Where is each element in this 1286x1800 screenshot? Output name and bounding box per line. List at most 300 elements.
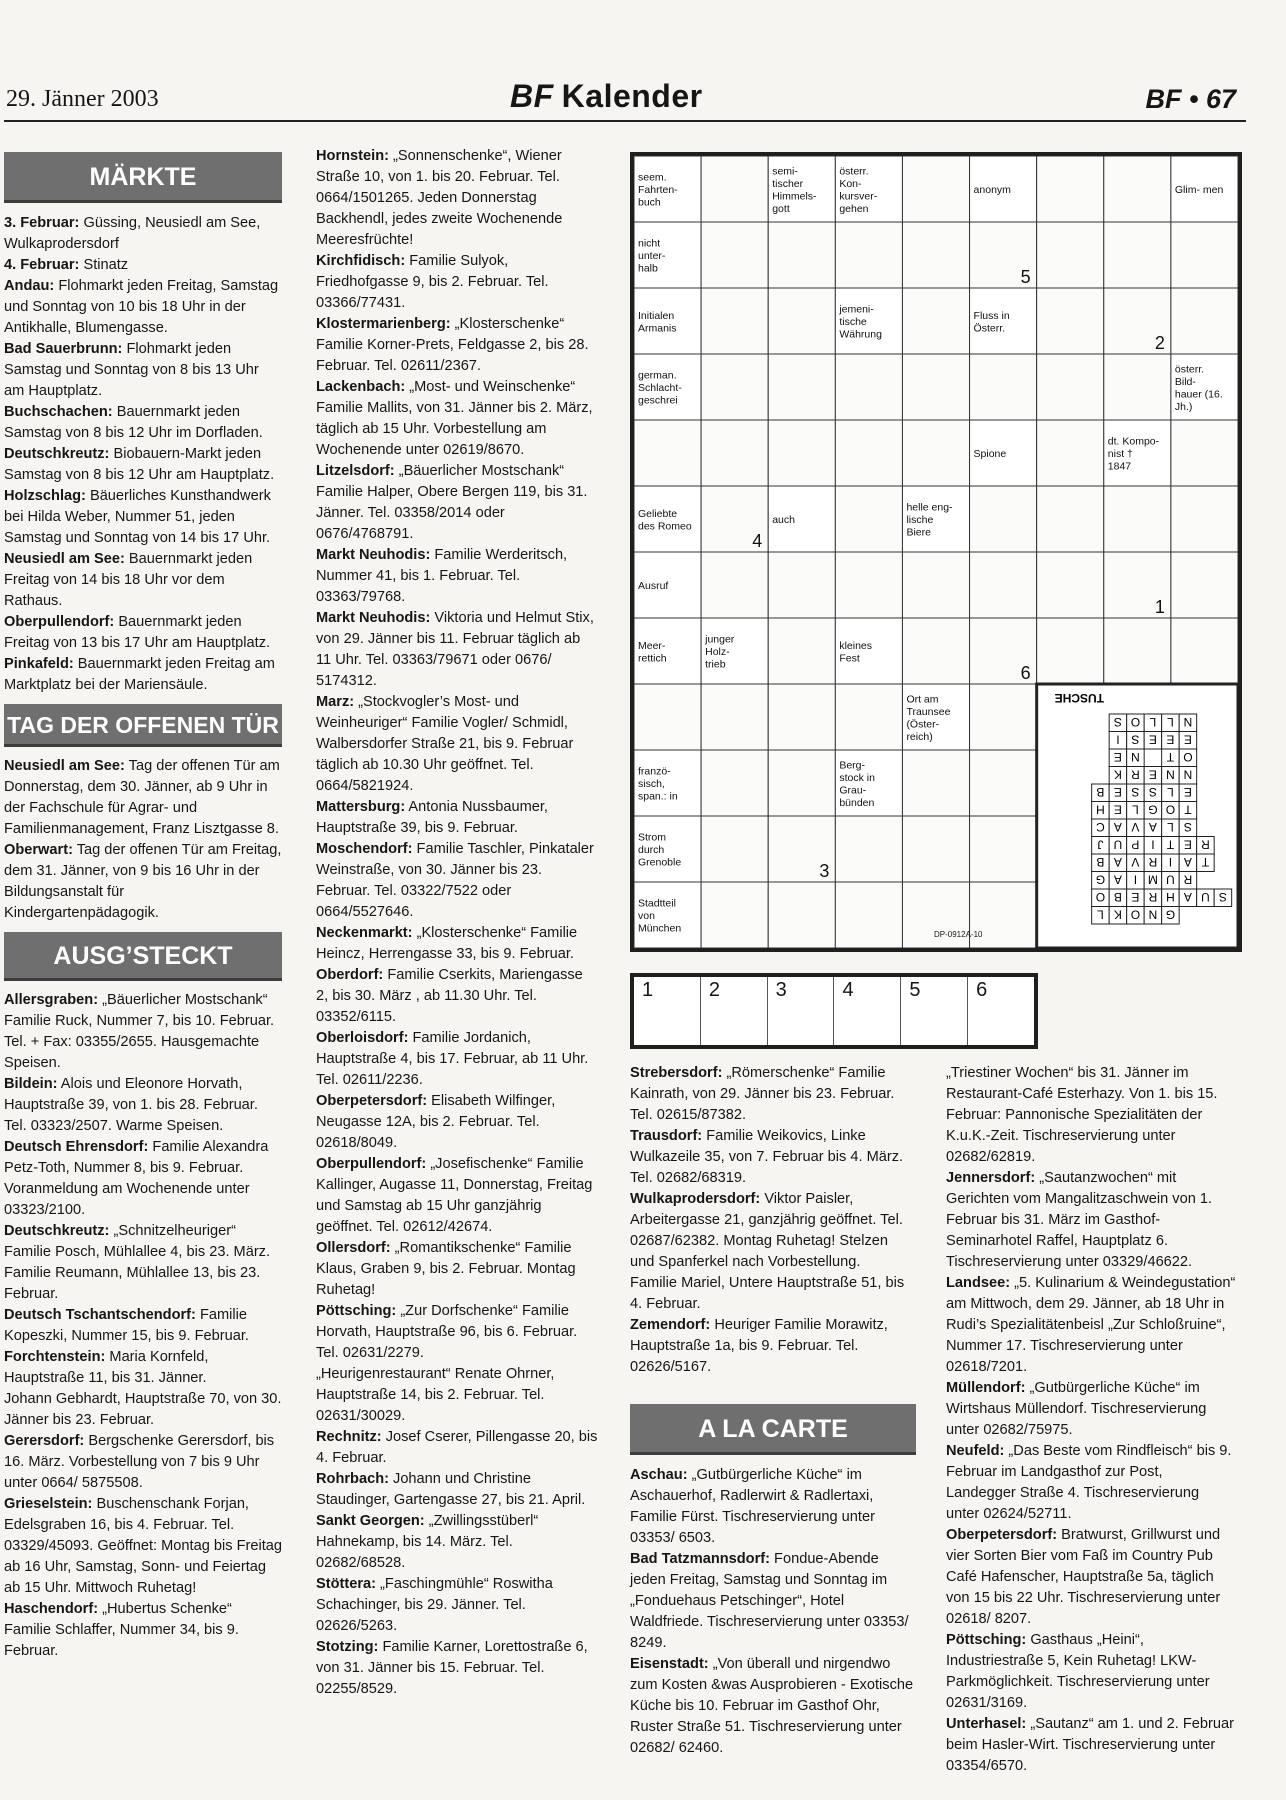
listing-place: Deutschkreutz: (4, 1223, 110, 1239)
listing-place: Holzschlag: (4, 488, 86, 504)
listing-place: Lackenbach: (316, 379, 406, 395)
crossword-cell (1171, 420, 1238, 486)
ausgsteckt-list (4, 990, 282, 1662)
crossword-number: 5 (1020, 267, 1031, 287)
listing-text: Familie Sulyok, Friedhofgasse 9, bis 2. Februar. Tel. 03366/77431. (316, 253, 549, 311)
listing-text: Bauernmarkt jeden Freitag am Marktplatz bei der Mariensäule. (4, 656, 275, 693)
crossword-cell (835, 816, 902, 882)
header-rule (4, 120, 1246, 122)
crossword-cell (1104, 156, 1171, 222)
crossword-number: 1 (1154, 597, 1165, 617)
listing-place: Zemendorf: (630, 1317, 711, 1333)
section-banner-a-la-carte: A LA CARTE (630, 1404, 916, 1455)
listing-place: Pöttsching: (316, 1303, 397, 1319)
listing-text: „Gutbürgerliche Küche“ im Aschauerhof, Radlerwirt & Radlertaxi, Familie Fürst. Tischreservierung unter 03353/ 6503. (630, 1467, 875, 1546)
listing-entry (946, 1525, 1236, 1630)
inset-letter: O (1183, 750, 1193, 764)
inset-letter: A (1113, 820, 1122, 834)
listing-text: „Faschingmühle“ Roswitha Schachinger, bis 29. Jänner. Tel. 02626/5263. (316, 1576, 553, 1634)
crossword-cell (634, 420, 701, 486)
inset-letter: N (1183, 715, 1193, 729)
inset-letter: G (1095, 872, 1106, 887)
crossword-cell (1037, 420, 1104, 486)
listing-text: Antonia Nussbaumer, Hauptstraße 39, bis 9. Februar. (316, 799, 548, 836)
listing-entry (316, 797, 598, 839)
listing-text: Alois und Eleonore Horvath, Hauptstraße 39, von 1. bis 28. Februar. Tel. 03323/2507. Warme Speisen. (4, 1076, 258, 1134)
listing-entry (316, 1511, 598, 1574)
listing-place: Bad Sauerbrunn: (4, 341, 123, 357)
inset-letter: S (1131, 732, 1140, 747)
listing-entry (4, 1137, 282, 1221)
inset-letter: E (1166, 732, 1175, 747)
crossword-cell (701, 816, 768, 882)
crossword-code: DP-0912A-10 (934, 930, 983, 939)
listing-place: Bildein: (4, 1076, 58, 1092)
listing-place: Aschau: (630, 1467, 688, 1483)
listing-entry (4, 840, 282, 924)
listing-text: Tag der offenen Tür am Donnerstag, dem 30. Jänner, ab 9 Uhr in der Fachschule für Agrar- und Familienmanagement, Franz Lisztgasse 8. (4, 758, 280, 837)
listing-place: Bad Tatzmannsdorf: (630, 1551, 770, 1567)
crossword-cell (701, 684, 768, 750)
solution-cell[interactable]: 5 (901, 977, 968, 1045)
inset-letter: L (1167, 785, 1174, 799)
listing-place: Müllendorf: (946, 1380, 1026, 1396)
listing-place: Wulkaprodersdorf: (630, 1191, 761, 1207)
listing-place: Moschendorf: (316, 841, 413, 857)
listing-entry (4, 1263, 282, 1305)
listing-place: Haschendorf: (4, 1601, 99, 1617)
listing-text: Familie Kopeszki, Nummer 15, bis 9. Februar. (4, 1307, 249, 1344)
listing-text: „Bäuerlicher Mostschank“ Familie Halper, Obere Bergen 119, bis 31. Jänner. Tel. 03358/2014 oder 0676/4768791. (316, 463, 588, 542)
listing-place: Deutsch Tschantschendorf: (4, 1307, 196, 1323)
listing-place: 4. Februar: (4, 257, 80, 273)
crossword-cell (970, 684, 1037, 750)
crossword-cell (1037, 354, 1104, 420)
crossword-cell (768, 288, 835, 354)
listing-entry (946, 1441, 1236, 1525)
inset-letter: A (1113, 872, 1122, 887)
inset-letter: B (1113, 890, 1122, 904)
crossword-clue: franzö-sisch, span.: in (638, 765, 678, 803)
inset-letter: R (1131, 767, 1140, 782)
listing-entry (316, 1574, 598, 1637)
listing-entry (4, 1221, 282, 1263)
listing-text: Bauernmarkt jeden Samstag von 8 bis 12 Uhr im Dorfladen. (4, 404, 263, 441)
listing-entry (316, 1469, 598, 1511)
inset-letter: E (1113, 750, 1122, 764)
listing-text: Flohmarkt jeden Freitag, Samstag und Sonntag von 10 bis 18 Uhr in der Antikhalle, Blumengasse. (4, 278, 279, 336)
listing-text: „Zur Dorfschenke“ Familie Horvath, Hauptstraße 96, bis 6. Februar. Tel. 02631/2279. (316, 1303, 578, 1361)
inset-letter: S (1218, 890, 1227, 904)
inset-letter: I (1151, 837, 1155, 852)
crossword-cell (1037, 222, 1104, 288)
listing-place: Sankt Georgen: (316, 1513, 425, 1529)
listing-entry (630, 1063, 916, 1126)
listing-place: Neufeld: (946, 1443, 1005, 1459)
listing-text: Stinatz (79, 257, 129, 273)
inset-letter: A (1113, 855, 1122, 869)
crossword-clue: österr. Bild-hauer (16. Jh.) (1174, 363, 1223, 413)
column-1 (4, 152, 282, 1662)
inset-letter: J (1097, 837, 1104, 852)
crossword-cell (1037, 156, 1104, 222)
listing-place: Marz: (316, 694, 355, 710)
listing-entry (946, 1063, 1236, 1168)
crossword-cell (768, 552, 835, 618)
crossword-cell (835, 222, 902, 288)
listing-text: „Most- und Weinschenke“ Familie Mallits, von 31. Jänner bis 2. März, täglich ab 15 Uhr. Vorbestellung am Wochenende unter 02619/8670. (316, 379, 593, 458)
inset-letter: B (1096, 855, 1105, 869)
crossword-clue: kleines Fest (839, 639, 873, 665)
crossword-cell (970, 486, 1037, 552)
crossword-clue: helle eng-lische Biere (906, 501, 953, 539)
listing-text: Gasthaus „Heini“, Industriestraße 5, Kein Ruhetag! LKW-Parkmöglichkeit. Tischreservierung unter 02631/3169. (946, 1632, 1210, 1711)
listing-text: Maria Kornfeld, Hauptstraße 11, bis 31. Jänner. (4, 1349, 209, 1386)
listing-text: Bauernmarkt jeden Freitag von 13 bis 17 Uhr am Hauptplatz. (4, 614, 271, 651)
inset-letter: C (1096, 820, 1105, 834)
listing-entry (4, 1599, 282, 1662)
listing-text: Viktoria und Helmut Stix, von 29. Jänner bis 11. Februar täglich ab 11 Uhr. Tel. 03363/79671 oder 0676/ 5174312. (316, 610, 594, 689)
crossword-clue: Meer-rettich (638, 639, 667, 665)
crossword-cell (902, 222, 969, 288)
inset-letter: T (1184, 802, 1192, 817)
listing-entry (946, 1714, 1236, 1777)
crossword-cell (1104, 486, 1171, 552)
inset-letter: M (1147, 872, 1158, 887)
inset-letter: S (1148, 785, 1157, 799)
inset-letter: G (1148, 802, 1158, 817)
inset-letter: T (1166, 837, 1175, 852)
crossword-clue: Geliebte des Romeo (638, 507, 692, 533)
inset-letter: K (1113, 907, 1122, 922)
listing-entry (4, 990, 282, 1074)
listing-entry (316, 1301, 598, 1364)
crossword-cell (1171, 486, 1238, 552)
crossword-cell (701, 288, 768, 354)
listing-entry (316, 692, 598, 797)
inset-letter: O (1165, 802, 1176, 817)
crossword-cell (768, 618, 835, 684)
listing-entry (630, 1465, 916, 1549)
listing-text: Josef Cserer, Pillengasse 20, bis 4. Februar. (316, 1429, 598, 1466)
inset-letter: E (1183, 837, 1192, 852)
ausgsteckt-list-end (630, 1063, 916, 1378)
crossword-cell (835, 882, 902, 948)
listing-text: „Das Beste vom Rindfleisch“ bis 9. Februar im Landgasthof zur Post, Landegger Straße 4. Tischreservierung unter 02624/52711. (946, 1443, 1232, 1522)
listing-text: Familie Mariel, Untere Hauptstraße 51, bis 4. Februar. (630, 1275, 905, 1312)
crossword-cell (970, 816, 1037, 882)
inset-letter: E (1183, 732, 1192, 747)
crossword-clue: Initialen Armanis (638, 309, 677, 335)
listing-place: Pöttsching: (946, 1632, 1027, 1648)
listing-text: „Sautanzwochen“ mit Gerichten vom Mangalitzaschwein von 1. Februar bis 31. März im Gasthof-Seminarhotel Raffel, Hauptplatz 6. Tischreservierung unter 03329/46622. (946, 1170, 1213, 1270)
listing-text: „Heurigenrestaurant“ Renate Ohrner, Hauptstraße 14, bis 2. Februar. Tel. 02631/30029. (316, 1366, 555, 1424)
crossword-cell (902, 156, 969, 222)
listing-text: „Romantikschenke“ Familie Klaus, Graben 9, bis 2. Februar. Montag Ruhetag! (316, 1240, 576, 1298)
inset-letter: E (1183, 785, 1192, 799)
listing-place: Mattersburg: (316, 799, 406, 815)
listing-text: Bauernmarkt jeden Freitag von 14 bis 18 Uhr vor dem Rathaus. (4, 551, 253, 609)
listing-place: Rohrbach: (316, 1471, 389, 1487)
listing-place: Kirchfidisch: (316, 253, 406, 269)
crossword-cell (1037, 486, 1104, 552)
crossword-clue: Spione (973, 448, 1007, 460)
inset-letter: O (1130, 715, 1141, 729)
page-number: BF • 67 (1145, 84, 1236, 114)
listing-text: Flohmarkt jeden Samstag und Sonntag von 8 bis 13 Uhr am Hauptplatz. (4, 341, 259, 399)
crossword-clue: Fluss in Österr. (973, 309, 1010, 335)
inset-letter: L (1167, 820, 1174, 834)
listing-entry (316, 1238, 598, 1301)
section-banner-maerkte: MÄRKTE (4, 152, 282, 203)
inset-letter: R (1183, 872, 1193, 887)
listing-text: Johann Gebhardt, Hauptstraße 70, von 30. Jänner bis 23. Februar. (4, 1391, 282, 1428)
ausgsteckt-list-cont (316, 146, 598, 1700)
listing-entry (4, 612, 282, 654)
listing-place: Neusiedl am See: (4, 758, 125, 774)
inset-letter: E (1113, 802, 1122, 817)
crossword-cell (970, 354, 1037, 420)
crossword-cell (1104, 222, 1171, 288)
listing-entry (946, 1168, 1236, 1273)
listing-entry (4, 402, 282, 444)
listing-entry (630, 1273, 916, 1315)
listing-entry (946, 1378, 1236, 1441)
crossword-cell (701, 750, 768, 816)
listing-entry (630, 1549, 916, 1654)
crossword-cell (835, 486, 902, 552)
inset-letter: E (1131, 890, 1140, 904)
bf-logo: BF (510, 78, 554, 114)
listing-place: Gerersdorf: (4, 1433, 85, 1449)
listing-entry (4, 1074, 282, 1137)
column-4 (946, 1063, 1236, 1777)
page-date: 29. Jänner 2003 (6, 86, 159, 112)
crossword-clue: nicht unter-halb (638, 237, 666, 275)
crossword-cell (768, 354, 835, 420)
listing-entry (316, 965, 598, 1028)
listing-text: „5. Kulinarium & Weindegustation“ am Mittwoch, dem 29. Jänner, ab 18 Uhr in Rudi’s Spezialitätenbeisl „Zur Schloßruine“, Nummer 17. Tischreservierung unter 02618/7201. (946, 1275, 1236, 1375)
inset-letter: E (1113, 785, 1122, 799)
maerkte-list (4, 213, 282, 696)
listing-text: Familie Werderitsch, Nummer 41, bis 1. Februar. Tel. 03363/79768. (316, 547, 568, 605)
listing-place: Andau: (4, 278, 55, 294)
listing-place: Rechnitz: (316, 1429, 382, 1445)
crossword-cell (634, 684, 701, 750)
listing-entry (4, 1431, 282, 1494)
listing-text: Bäuerliches Kunsthandwerk bei Hilda Weber, Nummer 51, jeden Samstag und Sonntag von 14 bis 17 Uhr. (4, 488, 271, 546)
listing-place: Oberpetersdorf: (946, 1527, 1058, 1543)
listing-text: Familie Weikovics, Linke Wulkazeile 35, von 7. Februar bis 4. März. Tel. 02682/68319. (630, 1128, 904, 1186)
crossword-cell (768, 684, 835, 750)
listing-text: Elisabeth Wilfinger, Neugasse 12A, bis 2. Februar. Tel. 02618/8049. (316, 1093, 556, 1151)
listing-entry (4, 213, 282, 255)
listing-place: Landsee: (946, 1275, 1011, 1291)
listing-entry (4, 444, 282, 486)
crossword-cell (902, 354, 969, 420)
listing-place: Stöttera: (316, 1576, 376, 1592)
section-banner-ausgsteckt: AUSG’STECKT (4, 932, 282, 981)
inset-letter: P (1131, 837, 1140, 852)
crossword-cell (1104, 354, 1171, 420)
crossword-cell (768, 420, 835, 486)
crossword-clue: Glim- men (1174, 184, 1224, 196)
solution-row (630, 973, 1038, 1049)
listing-place: Grieselstein: (4, 1496, 93, 1512)
listing-text: „Sonnenschenke“, Wiener Straße 10, von 1. bis 20. Februar. Tel. 0664/1501265. Jeden Donnerstag Backhendl, jedes zweite Wochenende Meeresfrüchte! (316, 148, 563, 248)
listing-place: Neusiedl am See: (4, 551, 125, 567)
listing-place: Litzelsdorf: (316, 463, 395, 479)
listing-place: Deutschkreutz: (4, 446, 110, 462)
inset-letter: L (1167, 715, 1174, 729)
inset-letter: K (1113, 767, 1122, 782)
listing-place: Eisenstadt: (630, 1656, 709, 1672)
listing-entry (4, 1389, 282, 1431)
a-la-carte-list (630, 1465, 916, 1759)
listing-entry (316, 1637, 598, 1700)
listing-text: „Hubertus Schenke“ Familie Schlaffer, Nummer 34, bis 9. Februar. (4, 1601, 239, 1659)
listing-text: „Gutbürgerliche Küche“ im Wirtshaus Müllendorf. Tischreservierung unter 02682/75975. (946, 1380, 1207, 1438)
inset-letter: H (1166, 890, 1175, 904)
crossword-cell (902, 750, 969, 816)
listing-text: Familie Karner, Lorettostraße 6, von 31. Jänner bis 15. Februar. Tel. 02255/8529. (316, 1639, 588, 1697)
section-banner-offene-tuer: TAG DER OFFENEN TÜR (4, 704, 282, 747)
crossword-clue: Ausruf (638, 580, 669, 592)
solution-cell[interactable]: 6 (976, 979, 988, 1001)
inset-letter: V (1131, 820, 1140, 834)
inset-letter: U (1201, 890, 1210, 904)
crossword-cell (1037, 552, 1104, 618)
listing-text: Johann und Christine Staudinger, Gartengasse 27, bis 21. April. (316, 1471, 586, 1508)
crossword-cell (768, 750, 835, 816)
listing-entry (4, 1305, 282, 1347)
listing-place: Klostermarienberg: (316, 316, 451, 332)
crossword-cell (1104, 618, 1171, 684)
listing-place: Pinkafeld: (4, 656, 74, 672)
listing-entry (316, 461, 598, 545)
inset-letter: S (1183, 820, 1192, 834)
crossword-clue: österr. Kon-kursver-gehen (839, 165, 878, 215)
listing-entry (316, 608, 598, 692)
listing-place: Oberwart: (4, 842, 73, 858)
listing-entry (4, 339, 282, 402)
crossword-cell (768, 882, 835, 948)
listing-entry (316, 839, 598, 923)
listing-place: Forchtenstein: (4, 1349, 106, 1365)
crossword-clue: Strom durch Grenoble (638, 831, 682, 869)
solution-cell[interactable]: 1 (634, 977, 701, 1045)
crossword-cell (835, 552, 902, 618)
inset-letter: H (1096, 802, 1105, 817)
crossword-clue: auch (772, 514, 796, 526)
inset-letter: R (1148, 855, 1158, 869)
listing-text: „Josefischenke“ Familie Kallinger, Augasse 11, Donnerstag, Freitag und Samstag ab 15 Uhr ganzjährig geöffnet. Tel. 02612/42674. (316, 1156, 593, 1235)
inset-letter: N (1166, 767, 1175, 782)
crossword-clue: jemeni-tische Währung (839, 303, 882, 341)
listing-text: Familie Taschler, Pinkataler Weinstraße, von 30. Jänner bis 23. Februar. Tel. 03322/7522 oder 0664/5527646. (316, 841, 594, 920)
listing-text: „Klosterschenke“ Familie Heincz, Herrengasse 33, bis 9. Februar. (316, 925, 578, 962)
crossword-cell (1171, 288, 1238, 354)
listing-text: „Sautanz“ am 1. und 2. Februar beim Hasler-Wirt. Tischreservierung unter 03354/6570. (946, 1716, 1234, 1774)
a-la-carte-list-cont (946, 1063, 1236, 1777)
listing-entry (316, 1028, 598, 1091)
inset-letter: L (1149, 715, 1157, 729)
inset-letter: U (1113, 837, 1123, 852)
column-3 (630, 1063, 916, 1759)
crossword-cell (1171, 618, 1238, 684)
crossword-clue: Stadtteil von München (638, 897, 682, 935)
offene-tuer-list (4, 756, 282, 924)
solution-cell[interactable]: 4 (834, 977, 901, 1045)
listing-place: Oberpullendorf: (316, 1156, 427, 1172)
listing-place: Hornstein: (316, 148, 389, 164)
crossword-cell (1037, 288, 1104, 354)
crossword-cell (701, 354, 768, 420)
crossword-cell (835, 420, 902, 486)
crossword-number: 6 (1020, 663, 1031, 683)
crossword-cell (701, 156, 768, 222)
listing-text: Tag der offenen Tür am Freitag, dem 31. Jänner, von 9 bis 16 Uhr in der Bildungsanstalt für Kindergartenpädagogik. (4, 842, 282, 921)
crossword-cell (970, 750, 1037, 816)
listing-text: Familie Reumann, Mühlallee 13, bis 23. Februar. (4, 1265, 261, 1302)
crossword-grid (634, 156, 1238, 948)
listing-entry (316, 146, 598, 251)
listing-place: Neckenmarkt: (316, 925, 413, 941)
column-2 (316, 146, 598, 1700)
crossword-cell (835, 354, 902, 420)
inset-letter: O (1130, 907, 1141, 922)
listing-place: Unterhasel: (946, 1716, 1027, 1732)
inset-letter: B (1096, 785, 1105, 799)
crossword-number: 4 (752, 531, 763, 551)
crossword-number: 3 (819, 861, 830, 881)
crossword-cell (970, 552, 1037, 618)
crossword-cell (902, 420, 969, 486)
crossword-cell (902, 288, 969, 354)
inset-letter: I (1116, 732, 1120, 747)
listing-text: „Bäuerlicher Mostschank“ Familie Ruck, Nummer 7, bis 10. Februar. Tel. + Fax: 03355/2655. Hausgemachte Speisen. (4, 992, 275, 1071)
listing-place: Stotzing: (316, 1639, 379, 1655)
listing-entry (946, 1630, 1236, 1714)
crossword-cell (768, 222, 835, 288)
listing-entry (4, 756, 282, 840)
crossword-cell (835, 684, 902, 750)
listing-entry (4, 276, 282, 339)
listing-entry (630, 1189, 916, 1273)
listing-text: „Schnitzelheuriger“ Familie Posch, Mühlallee 4, bis 23. März. (4, 1223, 271, 1260)
inset-letter: S (1113, 715, 1122, 729)
solution-cell[interactable]: 3 (768, 977, 835, 1045)
listing-text: „Triestiner Wochen“ bis 31. Jänner im Restaurant-Café Esterhazy. Von 1. bis 15. Februar: Pannonische Spezialitäten der K.u.K.-Zeit. Tischreservierung unter 02682/62819. (946, 1065, 1218, 1165)
crossword-cell (902, 618, 969, 684)
inset-letter: T (1166, 750, 1175, 764)
inset-letter: E (1148, 732, 1157, 747)
listing-text: Heuriger Familie Morawitz, Hauptstraße 1a, bis 9. Februar. Tel. 02626/5167. (630, 1317, 888, 1375)
inset-letter: N (1183, 767, 1193, 782)
section-title: Kalender (561, 78, 703, 114)
listing-place: Oberpetersdorf: (316, 1093, 428, 1109)
listing-entry (4, 1347, 282, 1389)
listing-text: Bergschenke Gerersdorf, bis 16. März. Vorbestellung von 7 bis 9 Uhr unter 0664/ 5875508. (4, 1433, 275, 1491)
inset-letter: U (1166, 872, 1175, 887)
listing-entry (4, 549, 282, 612)
inset-letter: N (1131, 750, 1140, 764)
crossword-clue: Ort am Traunsee (Öster-reich) (906, 693, 951, 743)
listing-entry (316, 545, 598, 608)
inset-letter: L (1097, 907, 1104, 922)
solution-cell[interactable]: 2 (701, 977, 768, 1045)
page-title (510, 78, 703, 115)
